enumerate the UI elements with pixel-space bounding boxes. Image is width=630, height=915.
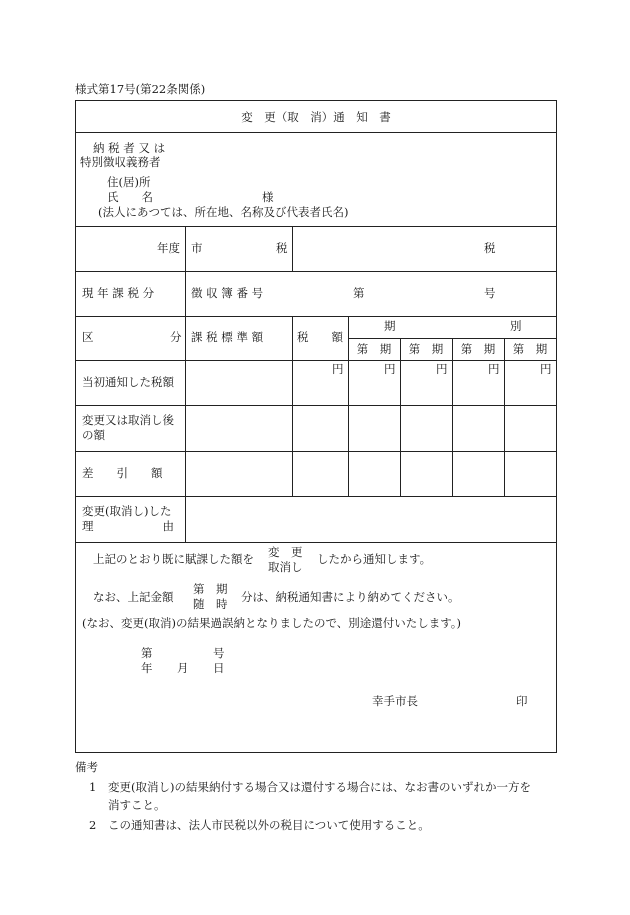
installment-3: 第 期: [460, 342, 496, 356]
taxpayer-label: 納 税 者 又 は: [93, 141, 166, 155]
notice-line2-post: 分は、納税通知書により納めてください。: [241, 590, 460, 604]
remark-1-text-cont: 消すこと。: [108, 798, 166, 812]
city-tax-suffix: 税: [276, 241, 288, 255]
current-year-label: 現 年 課 税 分: [82, 286, 155, 300]
installment-1: 第 期: [356, 342, 392, 356]
tax-basis-label: 課 税 標 準 額: [191, 330, 264, 344]
reason-label-2: 理 由: [82, 519, 174, 533]
corporation-note: (法人にあつては、所在地、名称及び代表者氏名): [98, 205, 349, 219]
yen-unit: 円: [540, 362, 552, 376]
notice-option-cancel: 取消し: [268, 560, 303, 574]
mayor-title: 幸手市長: [372, 694, 418, 708]
tax-name-suffix: 税: [484, 241, 496, 255]
notice-option-change: 変 更: [268, 545, 303, 559]
date-day: 日: [213, 661, 225, 675]
honorific: 様: [262, 190, 274, 204]
yen-unit: 円: [488, 362, 500, 376]
notice-option-anytime: 随 時: [193, 597, 228, 611]
yen-unit: 円: [332, 362, 344, 376]
yen-unit: 円: [436, 362, 448, 376]
city-tax-label: 市: [191, 241, 203, 255]
collector-label: 特別徴収義務者: [80, 155, 161, 169]
notice-line2-pre: なお、上記金額: [93, 590, 174, 604]
date-month: 月: [177, 661, 189, 675]
after-change-label: 変更又は取消し後: [82, 413, 174, 427]
document-title: 変 更（取 消）通 知 書: [241, 110, 391, 124]
tax-amount-label: 税 額: [297, 330, 343, 344]
document-number-dai: 第: [141, 646, 153, 660]
form-number: 様式第17号(第22条関係): [75, 82, 206, 96]
after-change-label-2: の額: [82, 428, 105, 442]
ledger-go: 号: [484, 286, 496, 300]
notice-line3: (なお、変更(取消)の結果過誤納となりましたので、別途還付いたします。): [82, 616, 462, 630]
period-label-end: 別: [510, 319, 522, 333]
ledger-dai: 第: [353, 286, 365, 300]
remark-2-number: 2: [89, 818, 97, 832]
difference-label: 差 引 額: [82, 466, 163, 480]
installment-4: 第 期: [512, 342, 548, 356]
remark-2-text: この通知書は、法人市民税以外の税目について使用すること。: [108, 818, 430, 832]
notice-line1-post: したから通知します。: [317, 552, 432, 566]
date-year: 年: [141, 661, 153, 675]
period-label: 期: [384, 319, 396, 333]
remark-1-text: 変更(取消し)の結果納付する場合又は還付する場合には、なお書のいずれか一方を: [108, 780, 531, 794]
fiscal-year-label: 年度: [157, 241, 180, 255]
initial-notice-label: 当初通知した税額: [82, 375, 174, 389]
address-label: 住(居)所: [107, 175, 151, 189]
reason-label: 変更(取消し)した: [82, 504, 172, 518]
notice-line1-pre: 上記のとおり既に賦課した額を: [93, 552, 254, 566]
division-label: 区: [82, 330, 94, 344]
document-number-go: 号: [213, 646, 225, 660]
remarks-heading: 備考: [75, 760, 98, 774]
seal-mark: 印: [516, 694, 528, 708]
notice-option-installment: 第 期: [193, 582, 228, 596]
division-label-end: 分: [170, 330, 182, 344]
installment-2: 第 期: [408, 342, 444, 356]
name-label: 氏 名: [107, 190, 153, 204]
remark-1-number: 1: [89, 780, 97, 794]
yen-unit: 円: [384, 362, 396, 376]
ledger-number-label: 徴 収 簿 番 号: [191, 286, 264, 300]
